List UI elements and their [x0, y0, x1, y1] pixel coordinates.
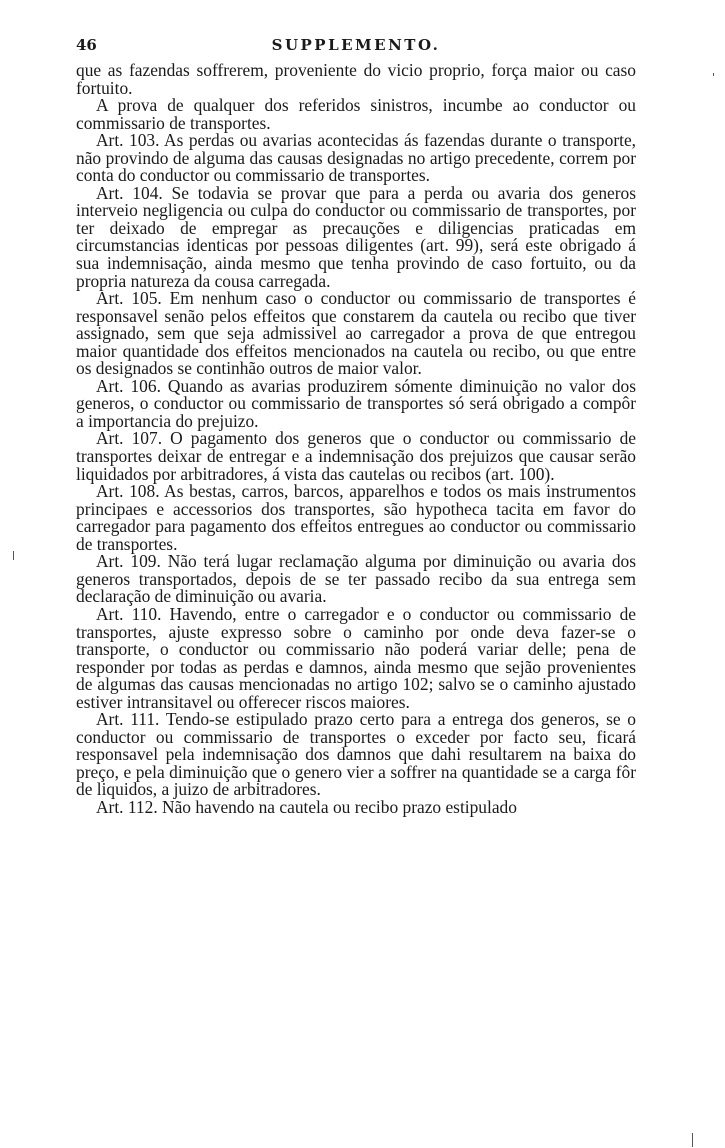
article-text: Quando as avarias produzirem sómente diminuição no valor dos generos, o conductor ou commissario de transportes só será obrigado a compôr a importancia do prejuizo. [76, 375, 636, 431]
article-text: Não terá lugar reclamação alguma por diminuição ou avaria dos generos transportados, depois de se ter passado recibo da sua entrega sem declaração de diminuição ou avaria. [76, 551, 637, 607]
page-header [76, 36, 636, 56]
paragraph-text: A prova de qualquer dos referidos sinistros, incumbe ao conductor ou commissario de transportes. [76, 95, 636, 133]
running-title: SUPPLEMENTO. [271, 36, 441, 54]
paragraph-text: que as fazendas soffrerem, proveniente do vicio proprio, força maior ou caso fortuito. [76, 60, 636, 98]
article-105 [76, 290, 636, 378]
article-text: As bestas, carros, barcos, apparelhos e todos os mais instrumentos principaes e accessorios dos transportes, são hypotheca tacita em favor do carregador para pagamento dos effeitos entregues ao conductor ou commissario de transportes. [76, 481, 637, 554]
page-number: 46 [76, 36, 97, 54]
article-112 [76, 796, 636, 817]
article-text: Se todavia se provar que para a perda ou avaria dos generos interveio negligencia ou culpa do conductor ou commissario de transportes, por ter deixado de empregar as precauções e diligencias praticadas em circumstancias identicas por pessoas diligentes (art. 99), será este obrigado á sua indemnisação, ainda mesmo que tenha provindo de caso fortuito, ou da propria natureza da cousa carregada. [76, 182, 636, 291]
article-111 [76, 711, 636, 799]
article-label: Art. 104. [96, 182, 163, 203]
margin-speck [692, 1133, 693, 1147]
article-104 [76, 182, 636, 291]
article-label: Art. 106. [96, 375, 161, 396]
article-label: Art. 109. [96, 551, 161, 572]
article-text: Em nenhum caso o conductor ou commissario de transportes é responsavel senão pelos effeitos que constarem da cautela ou recibo que tiver assignado, sem que seja admissivel ao carregador a prova de que entregou maior quantidade dos effeitos mencionados na cautela ou recibo, ou que entre os designados se continhão outros de maior valor. [76, 288, 637, 379]
article-text: O pagamento dos generos que o conductor ou commissario de transportes deixar de entregar e a indemnisação dos prejuizos que causar serão liquidados por arbitradores, á vista das cautelas ou recibos (art. 100). [76, 428, 636, 484]
article-label: Art. 110. [96, 603, 162, 624]
article-text: Não havendo na cautela ou recibo prazo estipulado [162, 796, 517, 817]
article-text: Havendo, entre o carregador e o conductor ou commissario de transportes, ajuste expresso sobre o caminho por onde deva fazer-se o transporte, o conductor ou commissario não poderá variar delle; pena de responder por todas as perdas e damnos, ainda mesmo que sejão provenientes de algumas das causas mencionadas no artigo 102; salvo se o caminho ajustado estiver intransitavel ou offerecer riscos maiores. [76, 603, 636, 712]
paragraph-proof [76, 97, 636, 132]
article-text: Tendo-se estipulado prazo certo para a entrega dos generos, se o conductor ou commissario de transportes o exceder por facto seu, ficará responsavel pela indemnisação dos damnos que dahi resultarem na baixa do preço, e pela diminuição que o genero vier a soffrer na quantidade se a carga fôr de liquidos, a juizo de arbitradores. [76, 709, 636, 800]
article-text: As perdas ou avarias acontecidas ás fazendas durante o transporte, não provindo de alguma das causas designadas no artigo precedente, correm por conta do conductor ou commissario de transportes. [76, 130, 637, 186]
article-107 [76, 430, 636, 483]
article-label: Art. 103. [96, 130, 160, 151]
body-text [76, 62, 636, 817]
margin-speck [713, 73, 714, 76]
article-label: Art. 108. [96, 481, 160, 502]
margin-speck [13, 551, 14, 560]
paragraph-continuation [76, 62, 636, 97]
article-106 [76, 375, 636, 431]
article-label: Art. 111. [96, 709, 160, 730]
document-page [76, 36, 636, 817]
article-label: Art. 112. [96, 796, 158, 817]
article-label: Art. 107. [96, 428, 163, 449]
article-110 [76, 603, 636, 712]
article-109 [76, 553, 636, 606]
article-103 [76, 132, 636, 185]
article-108 [76, 483, 636, 553]
article-label: Art. 105. [96, 288, 162, 309]
